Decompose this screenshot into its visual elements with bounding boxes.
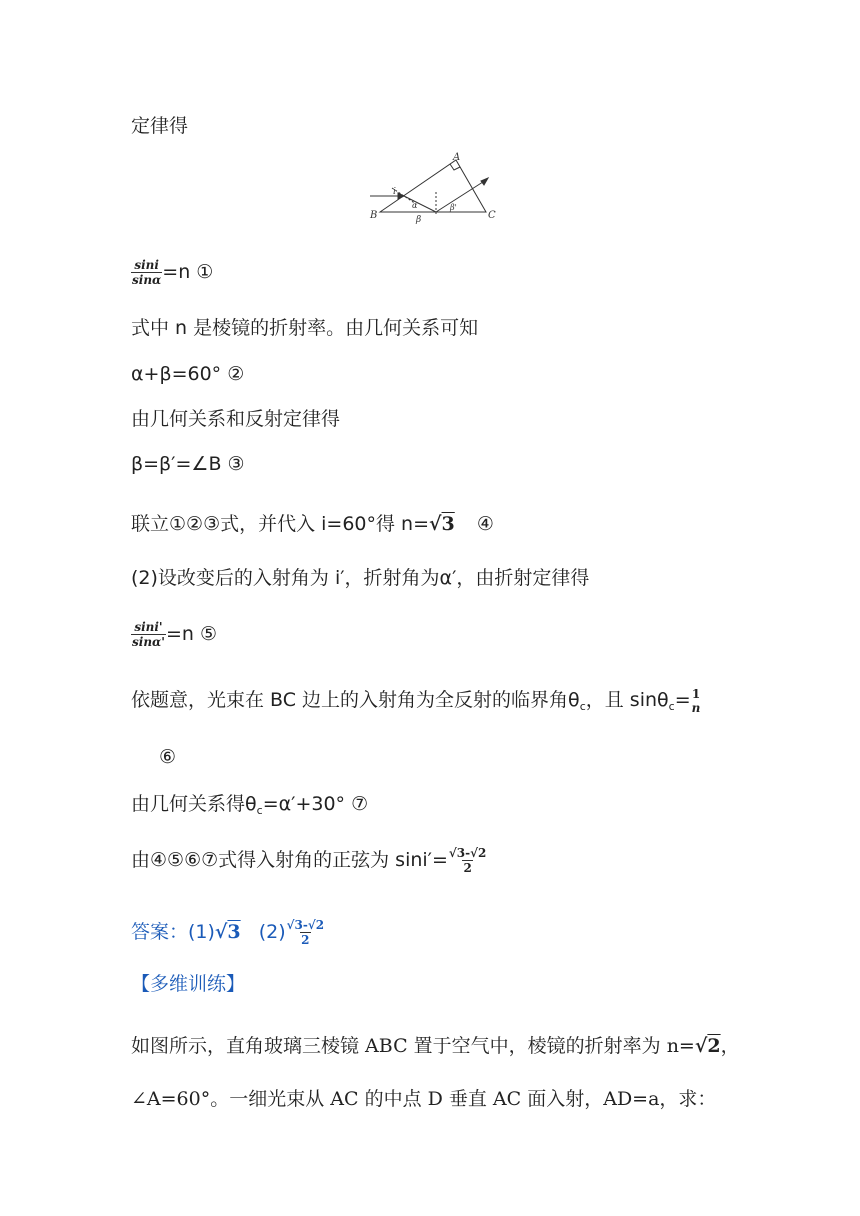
label-alpha: α [412, 201, 418, 210]
sqrt-2: √2 [694, 1035, 721, 1057]
sqrt-3: √3 [429, 513, 455, 535]
answer-line: 答案：(1)√3 (2) $\frac{√3-√2}{2}$ [131, 918, 325, 947]
label-beta-prime: β' [450, 203, 457, 212]
text-line-2: 式中 n 是棱镜的折射率。由几何关系可知 [131, 317, 479, 339]
problem-line-2: ∠A=60°。一细光束从 AC 的中点 D 垂直 AC 面入射，AD=a，求： [131, 1088, 717, 1110]
fraction-root-diff: $\frac{√3-√2}{2}$ [448, 846, 487, 875]
fraction-sini-prime: $\frac{\sin i'}{\sin\alpha'}$ [132, 620, 165, 649]
text-line-5: β=β′=∠B ③ [131, 453, 245, 475]
section-heading: 【多维训练】 [131, 973, 246, 995]
fraction-1-over-n: 1 n [691, 686, 701, 715]
text-line-8: 依题意，光束在 BC 边上的入射角为全反射的临界角$\theta_c$，且 sinθ$_c$= 1 n [131, 686, 701, 715]
text-line-7: (2)设改变后的入射角为 i′，折射角为α′，由折射定律得 [131, 567, 590, 589]
text-line-3: α+β=60° ② [131, 363, 245, 385]
text-line-10: 由几何关系得$\theta_c=\alpha'+30^\circ$ ⑦ [131, 793, 369, 817]
text-line-9: ⑥ [159, 746, 177, 768]
text-line-11: 由④⑤⑥⑦式得入射角的正弦为 sini′= $\frac{√3-√2}{2}$ [131, 846, 487, 875]
equation-5: $\frac{\sin i'}{\sin\alpha'}$ =n ⑤ [132, 620, 217, 649]
label-C: C [488, 210, 496, 221]
text-line-1: 定律得 [131, 115, 189, 137]
prism-figure [364, 152, 504, 228]
answer-fraction: $\frac{√3-√2}{2}$ [286, 918, 325, 947]
label-A: A [453, 152, 461, 163]
label-B: B [370, 210, 378, 221]
fraction-sini-sinalpha: $\frac{\sin i}{\sin\alpha}$ [132, 258, 162, 287]
label-beta: β [416, 215, 422, 225]
problem-line-1: 如图所示，直角玻璃三棱镜 ABC 置于空气中，棱镜的折射率为 n=√2， [131, 1035, 740, 1057]
label-i: i [393, 187, 396, 197]
text-line-4: 由几何关系和反射定律得 [131, 408, 341, 430]
prism-triangle [380, 160, 486, 212]
text-line-6: 联立①②③式，并代入 i=60°得 n=√3 ④ [131, 513, 494, 535]
equation-1: $\frac{\sin i}{\sin\alpha}$ =n ① [132, 258, 214, 287]
answer-sqrt-3: √3 [214, 921, 241, 943]
